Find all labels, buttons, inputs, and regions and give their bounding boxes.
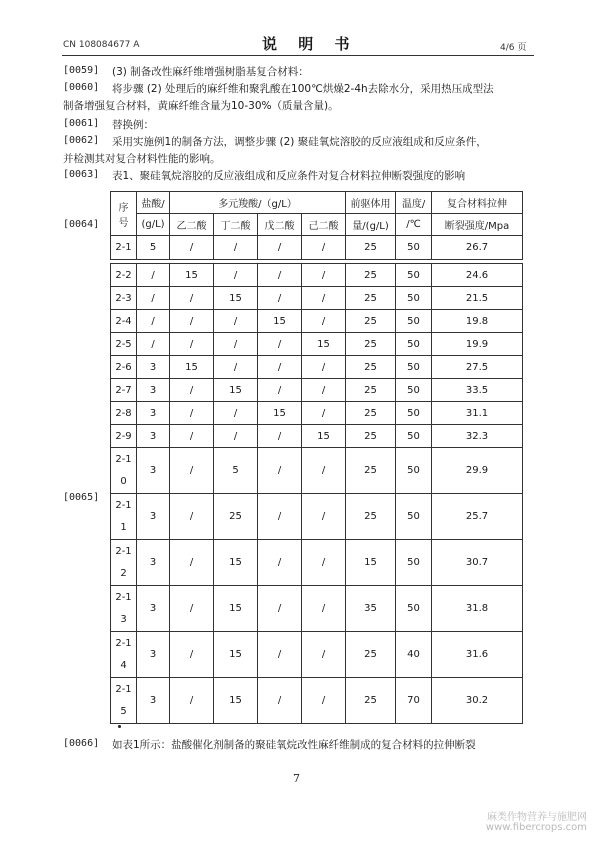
header-hcl: 盐酸/ xyxy=(137,192,170,214)
cell-prec: 25 xyxy=(346,678,396,724)
cell-a2: 15 xyxy=(214,287,258,310)
cell-prec: 25 xyxy=(346,402,396,425)
header-acid-group: 多元羧酸/（g/L） xyxy=(170,192,346,214)
cell-a3: / xyxy=(258,287,302,310)
cell-hcl: 3 xyxy=(137,540,170,586)
cell-a3: / xyxy=(258,236,302,260)
cell-a3: / xyxy=(258,425,302,448)
paragraph-0066-text: 如表1所示：盐酸催化剂制备的聚硅氧烷改性麻纤维制成的复合材料的拉伸断裂 xyxy=(112,739,476,751)
cell-hcl: 3 xyxy=(137,379,170,402)
watermark-site-name: 麻类作物营养与施肥网 xyxy=(487,812,587,823)
page-count: 4/6 页 xyxy=(500,43,527,53)
cell-temp: 40 xyxy=(396,632,432,678)
cell-a1: 15 xyxy=(170,264,214,287)
cell-a1: / xyxy=(170,448,214,494)
cell-a3: / xyxy=(258,379,302,402)
cell-a3: 15 xyxy=(258,310,302,333)
cell-a3: / xyxy=(258,678,302,724)
cell-a1: / xyxy=(170,494,214,540)
cell-a3: / xyxy=(258,264,302,287)
cell-a4: / xyxy=(302,356,346,379)
page-title: 说 明 书 xyxy=(262,35,358,53)
cell-hcl: 3 xyxy=(137,356,170,379)
table-row xyxy=(111,494,523,540)
cell-prec: 25 xyxy=(346,448,396,494)
cell-a2: / xyxy=(214,236,258,260)
data-table-head xyxy=(110,191,523,260)
cell-hcl: 3 xyxy=(137,586,170,632)
cell-seq: 2-1 2 xyxy=(111,540,137,586)
cell-a4: / xyxy=(302,448,346,494)
table-row xyxy=(111,310,523,333)
cell-seq: 2-7 xyxy=(111,379,137,402)
stray-mark xyxy=(118,725,121,728)
table-row xyxy=(111,287,523,310)
cell-a4: / xyxy=(302,287,346,310)
patent-number: CN 108084677 A xyxy=(63,40,140,50)
cell-strength: 19.9 xyxy=(432,333,523,356)
cell-a4: / xyxy=(302,632,346,678)
page-number: 7 xyxy=(293,772,300,785)
cell-a1: 15 xyxy=(170,356,214,379)
header-temperature-unit: /℃ xyxy=(396,214,432,236)
data-table-body xyxy=(110,263,523,724)
paragraph-line: 采用实施例1的制备方法，调整步骤 (2) 聚硅氧烷溶胶的反应液组成和反应条件， xyxy=(112,136,487,148)
cell-hcl: 3 xyxy=(137,448,170,494)
cell-a3: / xyxy=(258,632,302,678)
cell-prec: 25 xyxy=(346,287,396,310)
cell-prec: 25 xyxy=(346,632,396,678)
cell-a1: / xyxy=(170,425,214,448)
cell-a4: / xyxy=(302,678,346,724)
cell-strength: 33.5 xyxy=(432,379,523,402)
cell-temp: 50 xyxy=(396,264,432,287)
cell-hcl: 3 xyxy=(137,425,170,448)
cell-a2: 15 xyxy=(214,586,258,632)
cell-a2: / xyxy=(214,264,258,287)
cell-temp: 50 xyxy=(396,448,432,494)
cell-a4: / xyxy=(302,310,346,333)
cell-prec: 25 xyxy=(346,494,396,540)
header-acid-4: 己二酸 xyxy=(302,214,346,236)
paragraph-line: 并检测其对复合材料性能的影响。 xyxy=(63,153,221,165)
cell-a2: 25 xyxy=(214,494,258,540)
paragraph-tag: [0061] xyxy=(63,118,100,129)
header-acid-3: 戊二酸 xyxy=(258,214,302,236)
header-seq: 序 号 xyxy=(111,192,137,236)
cell-temp: 50 xyxy=(396,310,432,333)
table-row xyxy=(111,264,523,287)
cell-seq: 2-9 xyxy=(111,425,137,448)
cell-temp: 50 xyxy=(396,402,432,425)
cell-a1: / xyxy=(170,402,214,425)
cell-a4: / xyxy=(302,586,346,632)
header-rule xyxy=(62,55,534,56)
cell-seq: 2-5 xyxy=(111,333,137,356)
cell-a4: / xyxy=(302,540,346,586)
cell-temp: 50 xyxy=(396,425,432,448)
header-strength: 复合材料拉伸 xyxy=(432,192,523,214)
cell-seq: 2-1 3 xyxy=(111,586,137,632)
cell-hcl: 3 xyxy=(137,678,170,724)
cell-strength: 19.8 xyxy=(432,310,523,333)
cell-strength: 26.7 xyxy=(432,236,523,260)
header-precursor-unit: 量/(g/L) xyxy=(346,214,396,236)
cell-a2: / xyxy=(214,310,258,333)
cell-temp: 50 xyxy=(396,356,432,379)
paragraph-tag: [0063] xyxy=(63,169,100,180)
watermark-url: www.fibercrops.com xyxy=(485,822,587,833)
table-row xyxy=(111,632,523,678)
cell-a3: / xyxy=(258,586,302,632)
cell-seq: 2-8 xyxy=(111,402,137,425)
cell-a3: / xyxy=(258,540,302,586)
cell-prec: 25 xyxy=(346,236,396,260)
paragraph-line: 表1、聚硅氧烷溶胶的反应液组成和反应条件对复合材料拉伸断裂强度的影响 xyxy=(112,170,466,182)
cell-a4: 15 xyxy=(302,333,346,356)
cell-a4: / xyxy=(302,236,346,260)
table-row xyxy=(111,448,523,494)
cell-a3: / xyxy=(258,448,302,494)
cell-a1: / xyxy=(170,586,214,632)
cell-strength: 30.2 xyxy=(432,678,523,724)
cell-hcl: 3 xyxy=(137,494,170,540)
cell-hcl: 3 xyxy=(137,402,170,425)
cell-strength: 25.7 xyxy=(432,494,523,540)
header-strength-unit: 断裂强度/Mpa xyxy=(432,214,523,236)
header-acid-1: 乙二酸 xyxy=(170,214,214,236)
table-row xyxy=(111,356,523,379)
header-precursor: 前驱体用 xyxy=(346,192,396,214)
cell-temp: 50 xyxy=(396,586,432,632)
paragraph-line: (3) 制备改性麻纤维增强树脂基复合材料： xyxy=(112,66,309,78)
cell-seq: 2-2 xyxy=(111,264,137,287)
cell-prec: 25 xyxy=(346,425,396,448)
cell-a1: / xyxy=(170,632,214,678)
header-acid-2: 丁二酸 xyxy=(214,214,258,236)
paragraph-tag: [0059] xyxy=(63,65,100,76)
cell-a3: / xyxy=(258,494,302,540)
cell-strength: 29.9 xyxy=(432,448,523,494)
cell-a2: 5 xyxy=(214,448,258,494)
cell-seq: 2-1 5 xyxy=(111,678,137,724)
cell-a1: / xyxy=(170,379,214,402)
cell-a2: 15 xyxy=(214,678,258,724)
cell-seq: 2-1 1 xyxy=(111,494,137,540)
cell-strength: 27.5 xyxy=(432,356,523,379)
cell-strength: 31.1 xyxy=(432,402,523,425)
cell-a2: 15 xyxy=(214,632,258,678)
cell-prec: 25 xyxy=(346,379,396,402)
cell-a2: / xyxy=(214,356,258,379)
table-row xyxy=(111,425,523,448)
table-row xyxy=(111,236,523,260)
cell-a2: 15 xyxy=(214,540,258,586)
cell-a1: / xyxy=(170,310,214,333)
paragraph-line: 替换例： xyxy=(112,119,154,131)
cell-seq: 2-1 4 xyxy=(111,632,137,678)
paragraph-tag-0064: [0064] xyxy=(63,219,100,230)
cell-strength: 30.7 xyxy=(432,540,523,586)
cell-a4: / xyxy=(302,494,346,540)
cell-a2: / xyxy=(214,425,258,448)
cell-seq: 2-3 xyxy=(111,287,137,310)
cell-hcl: / xyxy=(137,333,170,356)
cell-a2: / xyxy=(214,402,258,425)
cell-a4: / xyxy=(302,264,346,287)
cell-a4: / xyxy=(302,379,346,402)
cell-a1: / xyxy=(170,678,214,724)
cell-a1: / xyxy=(170,287,214,310)
cell-a1: / xyxy=(170,540,214,586)
cell-temp: 50 xyxy=(396,333,432,356)
table-row xyxy=(111,678,523,724)
cell-a4: 15 xyxy=(302,425,346,448)
cell-temp: 50 xyxy=(396,494,432,540)
cell-temp: 50 xyxy=(396,287,432,310)
cell-hcl: / xyxy=(137,310,170,333)
cell-seq: 2-6 xyxy=(111,356,137,379)
cell-temp: 70 xyxy=(396,678,432,724)
table-row xyxy=(111,586,523,632)
cell-seq: 2-1 0 xyxy=(111,448,137,494)
cell-prec: 15 xyxy=(346,540,396,586)
cell-hcl: 3 xyxy=(137,632,170,678)
cell-strength: 32.3 xyxy=(432,425,523,448)
cell-a4: / xyxy=(302,402,346,425)
cell-seq: 2-1 xyxy=(111,236,137,260)
cell-hcl: / xyxy=(137,264,170,287)
cell-prec: 25 xyxy=(346,333,396,356)
cell-a3: 15 xyxy=(258,402,302,425)
table-row xyxy=(111,333,523,356)
cell-strength: 24.6 xyxy=(432,264,523,287)
cell-temp: 50 xyxy=(396,236,432,260)
cell-strength: 31.6 xyxy=(432,632,523,678)
table-row xyxy=(111,540,523,586)
paragraph-tag-0065: [0065] xyxy=(63,492,100,503)
cell-seq: 2-4 xyxy=(111,310,137,333)
cell-prec: 25 xyxy=(346,264,396,287)
cell-hcl: / xyxy=(137,287,170,310)
cell-strength: 21.5 xyxy=(432,287,523,310)
cell-a2: / xyxy=(214,333,258,356)
cell-a1: / xyxy=(170,236,214,260)
paragraph-tag: [0062] xyxy=(63,135,100,146)
cell-temp: 50 xyxy=(396,540,432,586)
paragraph-line: 制备增强复合材料，黄麻纤维含量为10-30%（质量含量)。 xyxy=(63,100,339,112)
paragraph-tag: [0060] xyxy=(63,82,100,93)
cell-prec: 25 xyxy=(346,310,396,333)
cell-prec: 25 xyxy=(346,356,396,379)
paragraph-tag-0066: [0066] xyxy=(63,738,100,749)
cell-a3: / xyxy=(258,356,302,379)
cell-a1: / xyxy=(170,333,214,356)
cell-a3: / xyxy=(258,333,302,356)
header-temperature: 温度/ xyxy=(396,192,432,214)
cell-prec: 35 xyxy=(346,586,396,632)
cell-hcl: 5 xyxy=(137,236,170,260)
cell-temp: 50 xyxy=(396,379,432,402)
table-row xyxy=(111,379,523,402)
cell-strength: 31.8 xyxy=(432,586,523,632)
cell-a2: 15 xyxy=(214,379,258,402)
paragraph-line: 将步骤 (2) 处理后的麻纤维和聚乳酸在100℃烘燥2-4h去除水分，采用热压成型法 xyxy=(112,83,494,95)
table-row xyxy=(111,402,523,425)
header-hcl-unit: (g/L) xyxy=(137,214,170,236)
